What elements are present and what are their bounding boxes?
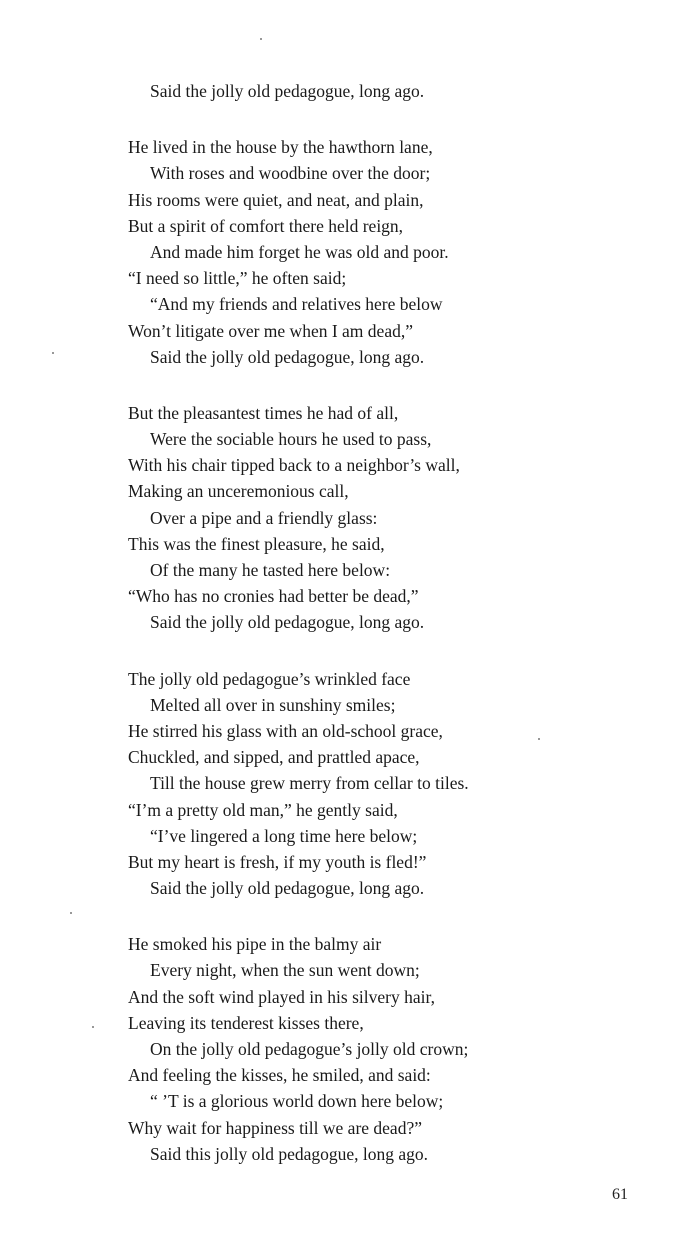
poem-body [128,78,668,1197]
poem-line: He stirred his glass with an old-school grace, [128,720,443,741]
scan-speck [70,912,72,914]
poem-line: Why wait for happiness till we are dead?” [128,1117,422,1138]
poem-line: With his chair tipped back to a neighbor’s wall, [128,455,460,476]
scan-speck [260,38,262,40]
poem-line: He lived in the house by the hawthorn lane, [128,137,433,158]
poem-line: And feeling the kisses, he smiled, and said: [128,1065,431,1086]
poem-line: Said this jolly old pedagogue, long ago. [150,1143,429,1164]
poem-line: Till the house grew merry from cellar to tiles. [150,773,469,794]
poem-line: And the soft wind played in his silvery hair, [128,986,435,1007]
scan-speck [52,352,54,354]
poem-line: This was the finest pleasure, he said, [128,533,385,554]
poem-line: And made him forget he was old and poor. [150,241,449,262]
poem-line: “I’ve lingered a long time here below; [150,825,418,846]
poem-line: His rooms were quiet, and neat, and plain, [128,189,424,210]
scan-speck [92,1026,94,1028]
poem-line: Said the jolly old pedagogue, long ago. [150,81,425,101]
poem-line: But the pleasantest times he had of all, [128,402,399,423]
poem-line: Won’t litigate over me when I am dead,” [128,320,413,341]
scan-speck [538,738,540,740]
poem-line: “Who has no cronies had better be dead,” [128,586,419,607]
poem-line: With roses and woodbine over the door; [150,163,431,184]
poem-line: Chuckled, and sipped, and prattled apace, [128,747,420,768]
poem-line: Every night, when the sun went down; [150,960,420,981]
poem-line: The jolly old pedagogue’s wrinkled face [128,668,411,689]
stanza [128,666,668,902]
poem-line: Melted all over in sunshiny smiles; [150,694,396,715]
poem-line: Said the jolly old pedagogue, long ago. [150,346,425,367]
poem-line: Said the jolly old pedagogue, long ago. [150,878,425,899]
poem-line: Over a pipe and a friendly glass: [150,507,378,528]
poem-line: Were the sociable hours he used to pass, [150,429,432,450]
stanza [128,931,668,1167]
poem-line: Said the jolly old pedagogue, long ago. [150,612,425,633]
poem-line: “I’m a pretty old man,” he gently said, [128,799,398,820]
poem-line: “ ’T is a glorious world down here below; [150,1091,444,1112]
page-number: 61 [612,1186,628,1203]
poem-line: On the jolly old pedagogue’s jolly old crown; [150,1039,469,1059]
poem-line: Of the many he tasted here below: [150,560,391,580]
poem-line: “And my friends and relatives here below [150,294,443,315]
poem-line: But a spirit of comfort there held reign, [128,215,404,236]
stanza [128,78,668,104]
poem-line: Making an unceremonious call, [128,481,349,502]
poem-line: Leaving its tenderest kisses there, [128,1012,364,1033]
poem-line: He smoked his pipe in the balmy air [128,934,382,955]
stanza [128,134,668,370]
poem-line: But my heart is fresh, if my youth is fled!” [128,851,427,872]
poem-line: “I need so little,” he often said; [128,268,347,289]
stanza [128,400,668,636]
